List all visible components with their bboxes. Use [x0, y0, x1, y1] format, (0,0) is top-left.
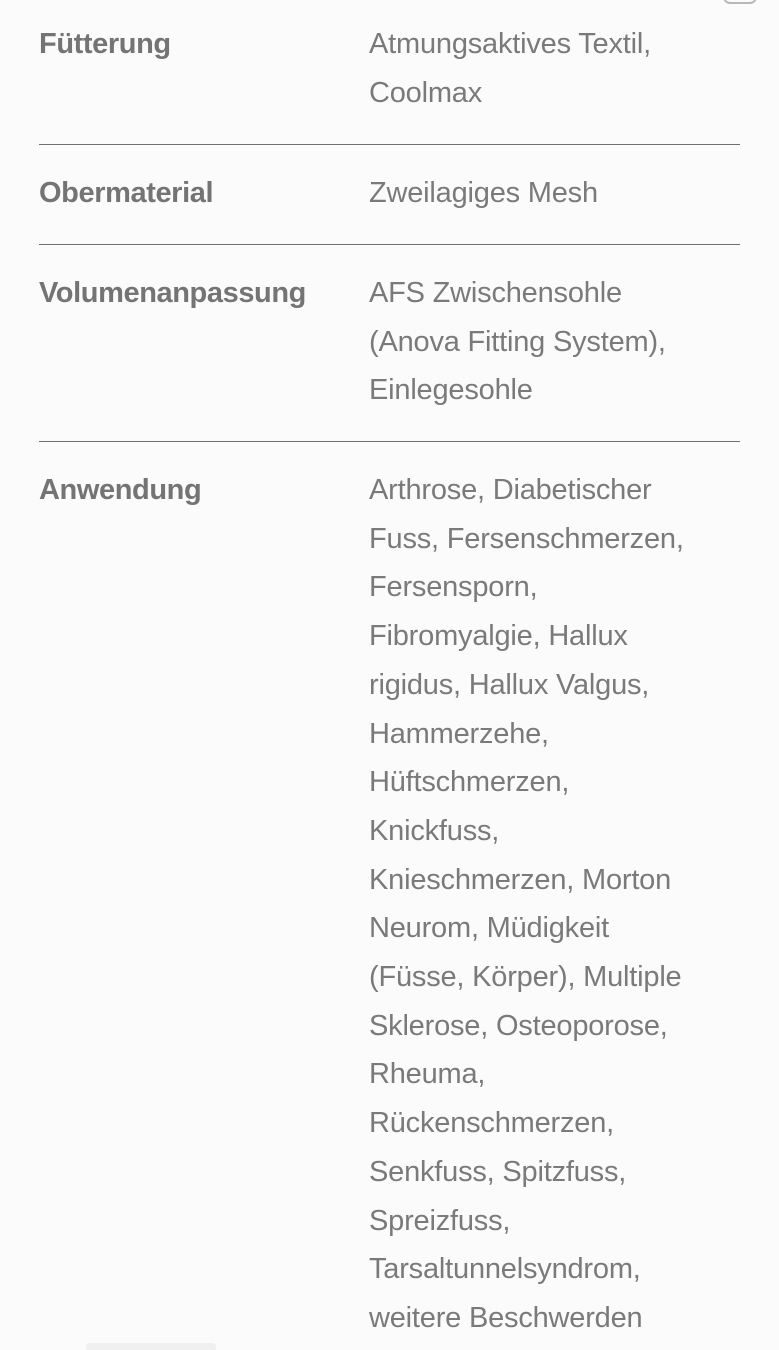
spec-value: [369, 169, 694, 244]
spec-row-volumenanpassung: [39, 245, 740, 442]
spec-value-line: Senkfuss, Spitzfuss,: [369, 1155, 627, 1188]
spec-value-line: Tarsaltunnelsyndrom,: [369, 1253, 641, 1286]
spec-label: Volumenanpassung: [39, 277, 306, 309]
spec-value-line: Knieschmerzen, Morton: [369, 863, 672, 896]
spec-value-line: Fibromyalgie, Hallux: [369, 620, 628, 653]
spec-value-line: AFS Zwischensohle: [369, 277, 622, 309]
spec-label: Obermaterial: [39, 177, 214, 209]
spec-value-line: Fersensporn,: [369, 571, 538, 604]
spec-table: [39, 0, 740, 1343]
spec-value-line: Rheuma,: [369, 1058, 486, 1091]
spec-value-line: (Füsse, Körper), Multiple: [369, 961, 682, 994]
spec-value-line: Sklerose, Osteoporose,: [369, 1009, 668, 1042]
spec-value-line: Coolmax: [369, 76, 483, 109]
spec-value: [369, 269, 694, 441]
spec-value-line: Fuss, Fersenschmerzen,: [369, 522, 684, 555]
spec-value-line: Knickfuss,: [369, 814, 500, 847]
spec-value-line: Arthrose, Diabetischer: [369, 474, 652, 506]
partial-element-edge: [86, 1343, 216, 1350]
spec-value-line: Einlegesohle: [369, 374, 533, 407]
spec-value-line: Zweilagiges Mesh: [369, 177, 598, 209]
spec-label: Fütterung: [39, 28, 171, 60]
spec-value-line: Spreizfuss,: [369, 1204, 511, 1237]
spec-value-line: Hüftschmerzen,: [369, 766, 570, 799]
spec-value-line: Hammerzehe,: [369, 717, 549, 750]
spec-label: Anwendung: [39, 474, 202, 506]
spec-value-line: Atmungsaktives Textil,: [369, 28, 651, 60]
spec-row-obermaterial: [39, 145, 740, 245]
spec-value-line: Neurom, Müdigkeit: [369, 912, 609, 945]
spec-value-line: (Anova Fitting System),: [369, 325, 666, 358]
spec-value-line: Rückenschmerzen,: [369, 1107, 615, 1140]
spec-row-anwendung: [39, 442, 740, 1343]
spec-value: [369, 20, 694, 144]
spec-value-line: rigidus, Hallux Valgus,: [369, 668, 650, 701]
spec-value-line: weitere Beschwerden: [369, 1301, 643, 1334]
spec-row-fuetterung: [39, 0, 740, 145]
spec-value: [369, 466, 694, 1343]
